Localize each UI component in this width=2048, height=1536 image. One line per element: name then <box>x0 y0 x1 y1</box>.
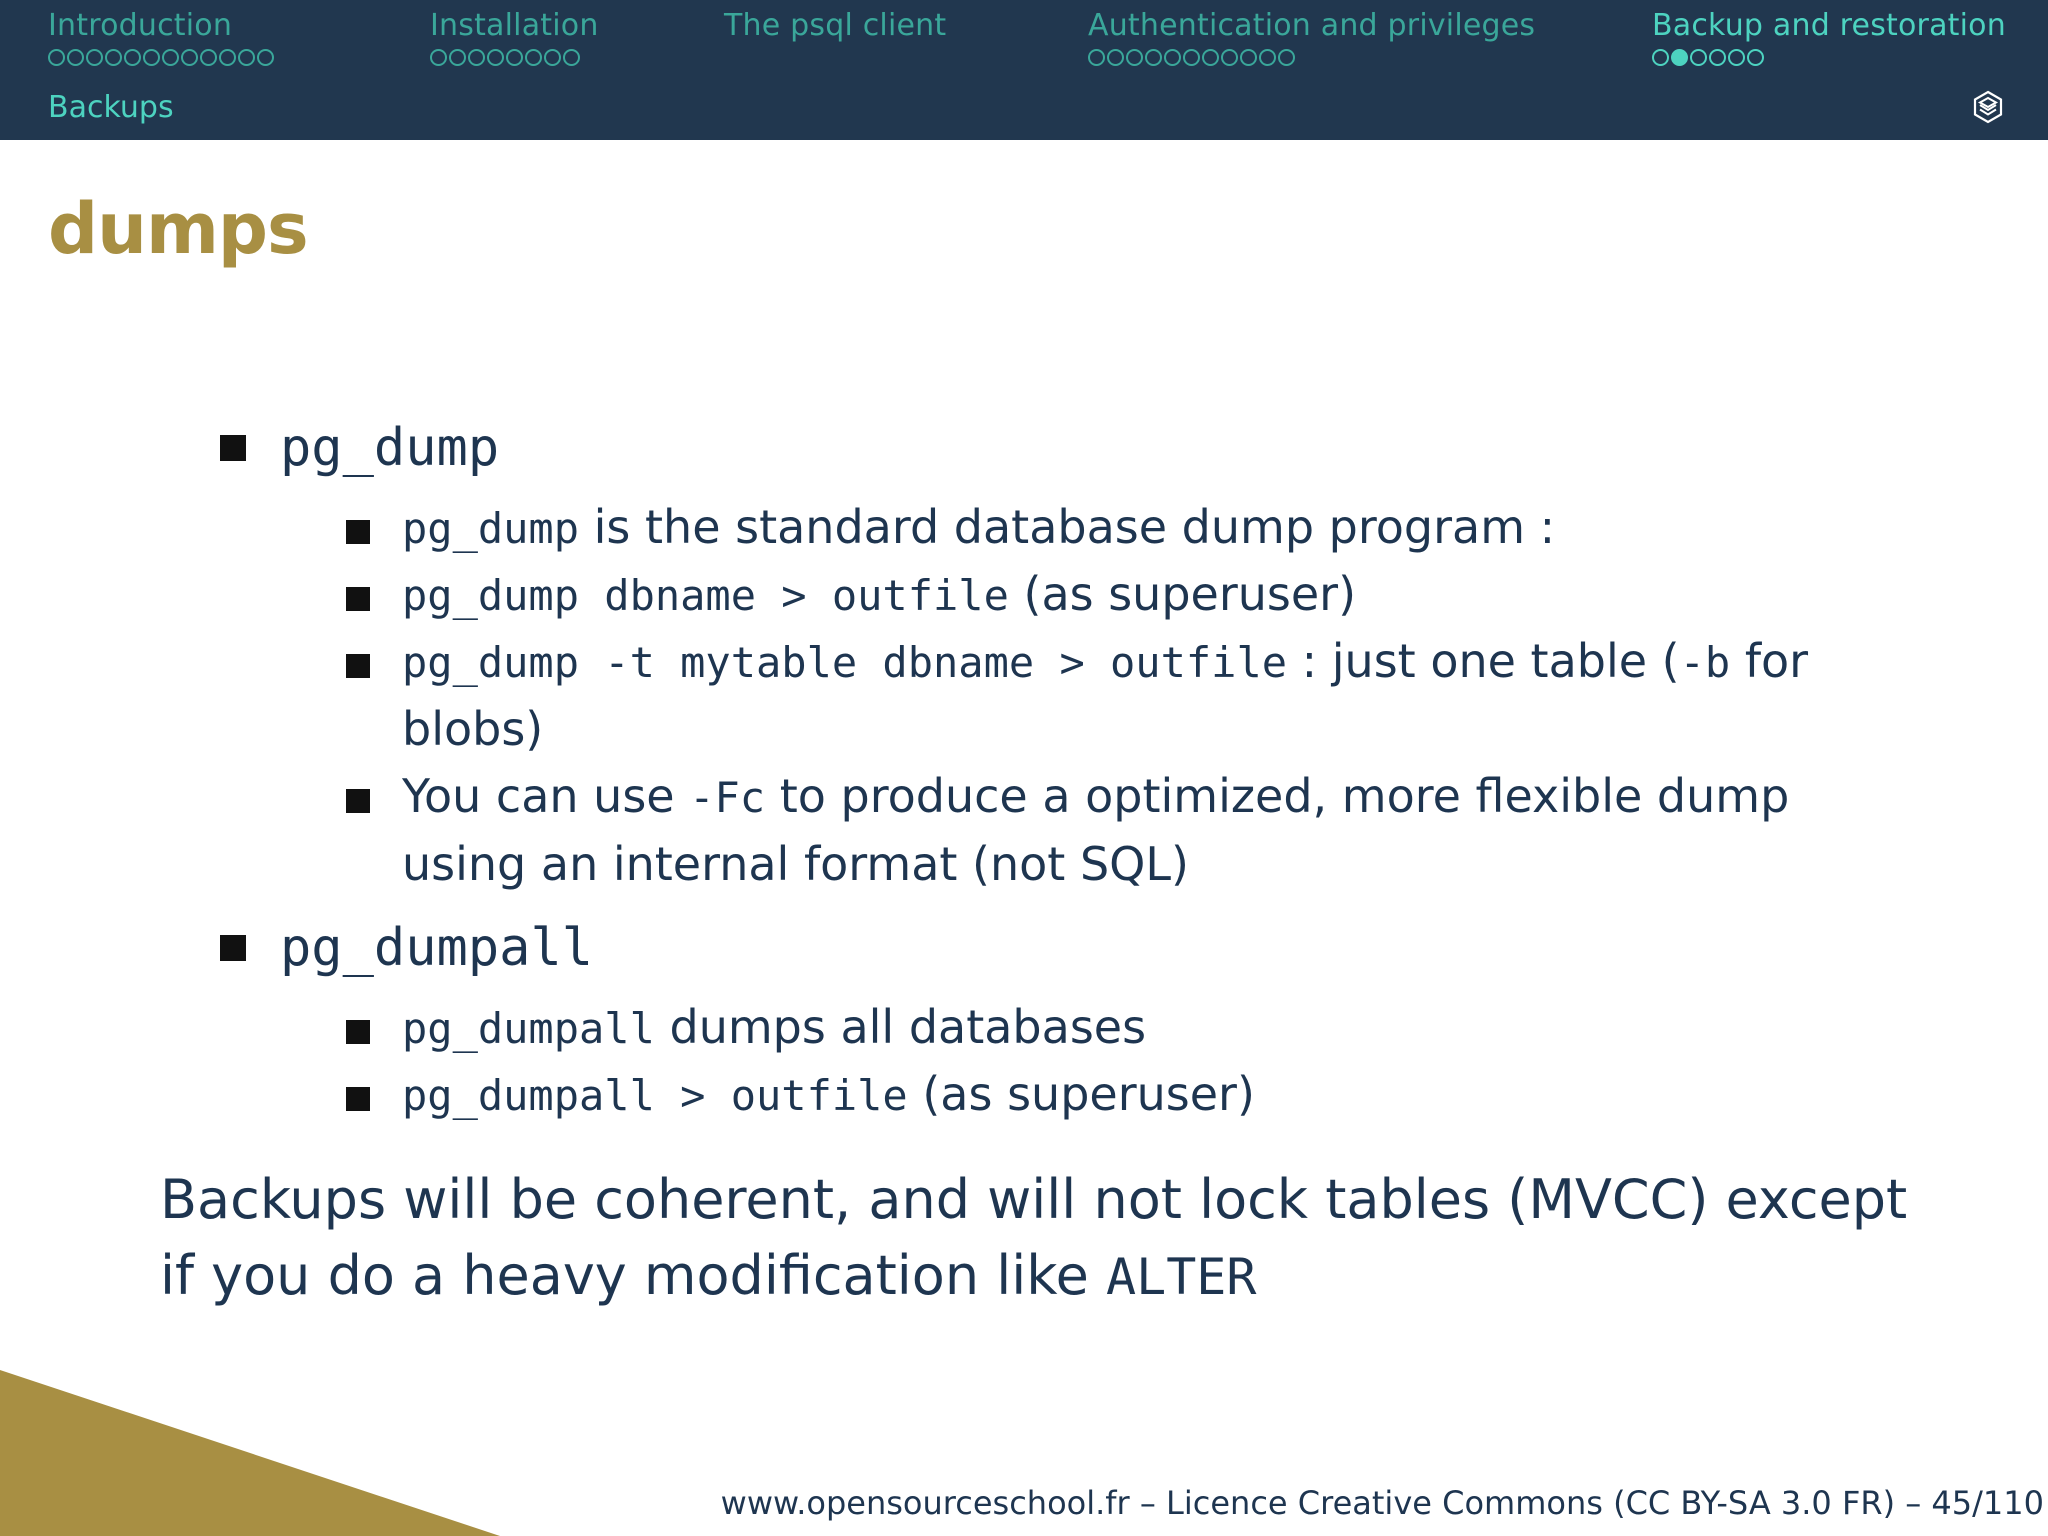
code-text: -Fc <box>689 773 766 822</box>
nav-dots <box>1088 49 1535 66</box>
square-bullet-icon <box>346 1087 370 1111</box>
square-bullet-icon <box>346 587 370 611</box>
frame-dot[interactable] <box>1126 49 1143 66</box>
frame-dot[interactable] <box>48 49 65 66</box>
list-item <box>346 763 1922 898</box>
square-bullet-icon <box>346 520 370 544</box>
code-text: -b <box>1679 638 1731 687</box>
square-bullet-icon <box>220 435 246 461</box>
frame-dot[interactable] <box>487 49 504 66</box>
frame-dot[interactable] <box>105 49 122 66</box>
item-text <box>402 561 1922 629</box>
navigation-header <box>0 0 2048 140</box>
frame-dot[interactable] <box>124 49 141 66</box>
plain-text: You can use <box>402 769 690 823</box>
footer-text: www.opensourceschool.fr – Licence Creative Commons (CC BY-SA 3.0 FR) – 45/110 <box>720 1484 2044 1522</box>
item-text <box>402 763 1922 898</box>
item-text <box>402 494 1922 562</box>
list-item <box>220 418 499 478</box>
nav-section-installation[interactable] <box>430 8 599 66</box>
list-item <box>346 628 1922 763</box>
subsection-label[interactable]: Backups <box>48 90 174 125</box>
frame-dot[interactable] <box>506 49 523 66</box>
code-text: ALTER <box>1105 1248 1257 1306</box>
slide-title: dumps <box>48 188 308 270</box>
frame-dot[interactable] <box>181 49 198 66</box>
frame-dot[interactable] <box>1240 49 1257 66</box>
frame-dot[interactable] <box>430 49 447 66</box>
frame-dot[interactable] <box>1728 49 1745 66</box>
nav-section-authentication[interactable] <box>1088 8 1535 66</box>
frame-dot[interactable] <box>86 49 103 66</box>
frame-dot[interactable] <box>1145 49 1162 66</box>
list-item <box>346 994 1922 1062</box>
frame-dot[interactable] <box>1278 49 1295 66</box>
nav-dots <box>430 49 599 66</box>
frame-dot[interactable] <box>1652 49 1669 66</box>
frame-dot[interactable] <box>449 49 466 66</box>
plain-text: for blobs) <box>402 634 1809 756</box>
nav-section-backup[interactable] <box>1652 8 2006 66</box>
nav-section-introduction[interactable] <box>48 8 274 66</box>
frame-dot[interactable] <box>143 49 160 66</box>
list-item <box>346 1061 1922 1129</box>
nav-section-title[interactable]: Introduction <box>48 8 233 43</box>
frame-dot[interactable] <box>525 49 542 66</box>
frame-dot[interactable] <box>468 49 485 66</box>
frame-dot[interactable] <box>1202 49 1219 66</box>
item-text <box>402 628 1922 763</box>
square-bullet-icon <box>220 935 246 961</box>
frame-dot[interactable] <box>1107 49 1124 66</box>
frame-dot[interactable] <box>1690 49 1707 66</box>
square-bullet-icon <box>346 789 370 813</box>
corner-decoration <box>0 1370 500 1536</box>
frame-dot[interactable] <box>1709 49 1726 66</box>
frame-dot[interactable] <box>257 49 274 66</box>
code-text: pg_dumpall > outfile <box>402 1071 908 1120</box>
stacked-layers-icon <box>1972 90 2004 124</box>
frame-dot[interactable] <box>1221 49 1238 66</box>
code-text: pg_dump dbname > outfile <box>402 571 1009 620</box>
list-item <box>346 494 1922 562</box>
nav-dots <box>1652 49 2006 66</box>
plain-text: Backups will be coherent, and will not lock tables (MVCC) except if you do a heavy modification like <box>160 1168 1908 1307</box>
nav-section-title[interactable]: Backup and restoration <box>1652 8 2006 43</box>
frame-dot[interactable] <box>200 49 217 66</box>
nav-section-title[interactable]: Installation <box>430 8 599 43</box>
plain-text: dumps all databases <box>654 1000 1147 1054</box>
list-item <box>220 918 593 978</box>
plain-text: is the standard database dump program : <box>579 500 1556 554</box>
plain-text: : just one table ( <box>1287 634 1680 688</box>
frame-dot[interactable] <box>67 49 84 66</box>
item-label: pg_dumpall <box>280 918 594 978</box>
nav-dots <box>48 49 274 66</box>
plain-text: to produce a optimized, more flexible dump using an internal format (not SQL) <box>402 769 1790 891</box>
frame-dot[interactable] <box>1183 49 1200 66</box>
frame-dot[interactable] <box>1088 49 1105 66</box>
frame-dot[interactable] <box>219 49 236 66</box>
frame-dot[interactable] <box>563 49 580 66</box>
item-text <box>402 1061 1922 1129</box>
frame-dot[interactable] <box>238 49 255 66</box>
item-label: pg_dump <box>280 418 500 478</box>
nav-section-title[interactable]: Authentication and privileges <box>1088 8 1536 43</box>
plain-text: (as superuser) <box>907 1067 1255 1121</box>
square-bullet-icon <box>346 654 370 678</box>
code-text: pg_dump <box>402 504 580 553</box>
item-text <box>402 994 1922 1062</box>
nav-section-psql-client[interactable] <box>724 8 946 49</box>
nav-section-title[interactable]: The psql client <box>724 8 947 43</box>
list-item <box>346 561 1922 629</box>
frame-dot[interactable] <box>1164 49 1181 66</box>
frame-dot[interactable] <box>1259 49 1276 66</box>
code-text: pg_dumpall <box>402 1004 655 1053</box>
summary-paragraph <box>160 1162 1920 1315</box>
frame-dot[interactable] <box>1747 49 1764 66</box>
plain-text: (as superuser) <box>1008 567 1357 621</box>
frame-dot[interactable] <box>162 49 179 66</box>
frame-dot[interactable] <box>544 49 561 66</box>
code-text: pg_dump -t mytable dbname > outfile <box>402 638 1288 687</box>
square-bullet-icon <box>346 1020 370 1044</box>
frame-dot[interactable] <box>1671 49 1688 66</box>
